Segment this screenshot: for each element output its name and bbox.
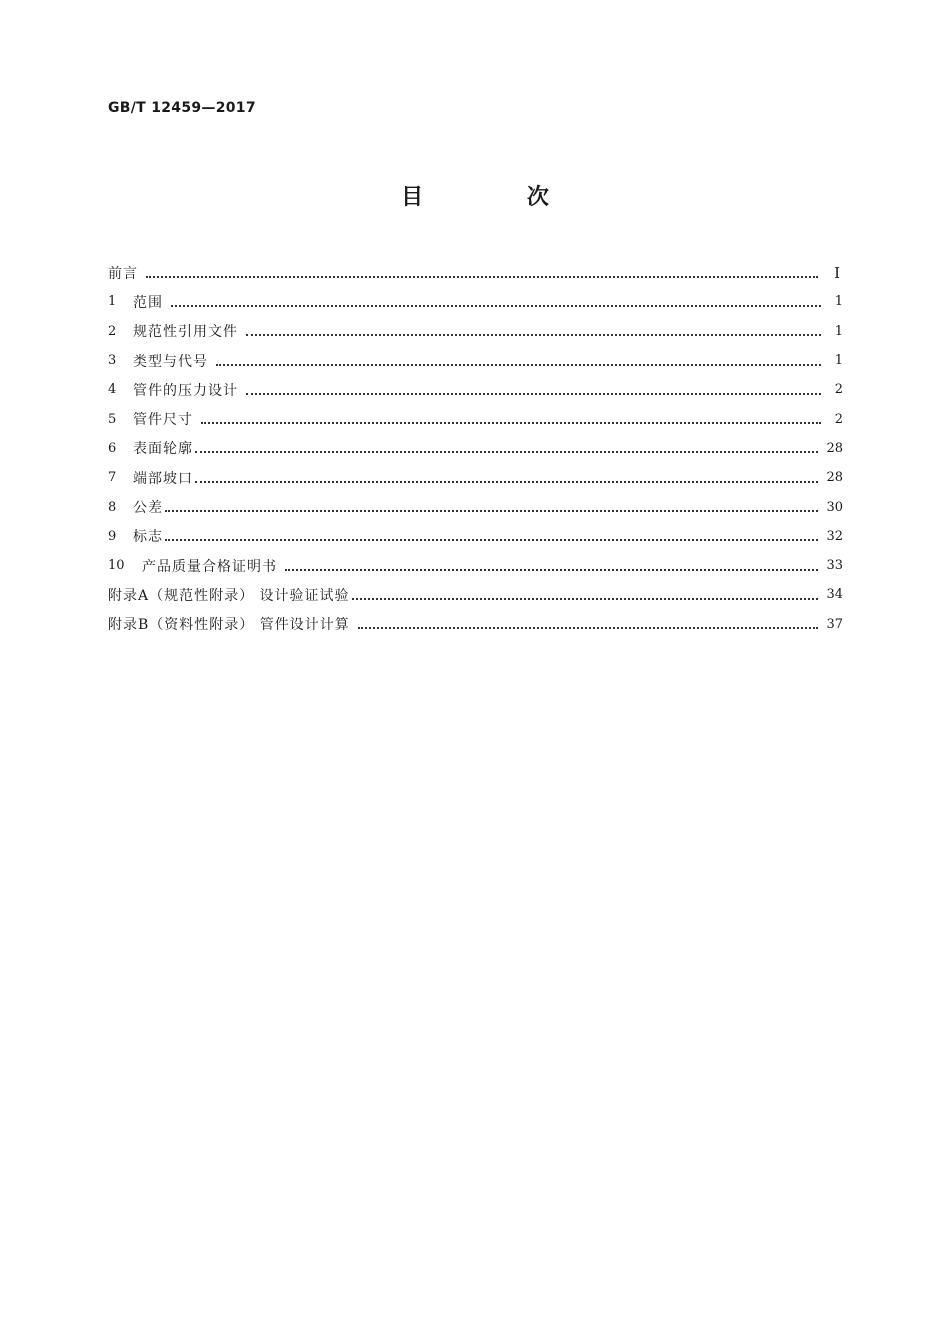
toc-entry-title: 管件尺寸 bbox=[133, 412, 193, 429]
toc-entry-page: 28 bbox=[826, 440, 843, 456]
toc-entry-title: 规范性引用文件 bbox=[133, 324, 238, 341]
toc-leader-dots bbox=[171, 291, 821, 307]
toc-entry[interactable] bbox=[108, 375, 843, 404]
toc-entry-number: 5 bbox=[108, 411, 117, 427]
toc-entry-page: 2 bbox=[834, 382, 843, 398]
toc-entry-number: 8 bbox=[108, 499, 117, 515]
toc-entry-title: 产品质量合格证明书 bbox=[142, 558, 277, 575]
toc-entry-page: 32 bbox=[826, 528, 843, 544]
toc-leader-dots bbox=[165, 525, 818, 541]
toc-entry-title: 端部坡口 bbox=[133, 470, 193, 487]
toc-entry-number: 6 bbox=[108, 440, 117, 456]
toc-entry[interactable] bbox=[108, 492, 843, 521]
toc-leader-dots bbox=[285, 555, 818, 571]
toc-entry[interactable] bbox=[108, 434, 843, 463]
toc-entry-number: 7 bbox=[108, 470, 117, 486]
toc-entry[interactable] bbox=[108, 404, 843, 433]
toc-leader-dots bbox=[246, 379, 821, 395]
toc-leader-dots bbox=[165, 496, 818, 512]
toc-entry-page: 33 bbox=[826, 558, 843, 574]
toc-entry-number: 4 bbox=[108, 382, 117, 398]
toc-entry[interactable] bbox=[108, 610, 843, 639]
toc-entry[interactable] bbox=[108, 287, 843, 316]
toc-entry[interactable] bbox=[108, 551, 843, 580]
toc-leader-dots bbox=[246, 320, 821, 336]
toc-entry-number: 9 bbox=[108, 528, 117, 544]
toc-entry-page: 34 bbox=[826, 587, 843, 603]
toc-entry-number: 1 bbox=[108, 294, 117, 310]
toc-entry[interactable] bbox=[108, 346, 843, 375]
toc-entry[interactable] bbox=[108, 522, 843, 551]
toc-entry-page: 28 bbox=[826, 470, 843, 486]
toc-entry-number: 2 bbox=[108, 323, 117, 339]
toc-entry-number: 10 bbox=[108, 558, 125, 574]
toc-entry[interactable] bbox=[108, 258, 843, 287]
toc-entry-number: 3 bbox=[108, 353, 117, 369]
toc-entry-page: Ⅰ bbox=[834, 263, 840, 282]
toc-leader-dots bbox=[216, 350, 821, 366]
toc-entry-page: 1 bbox=[834, 323, 843, 339]
toc-entry-title: 范围 bbox=[133, 294, 163, 311]
toc-entry-title: 类型与代号 bbox=[133, 353, 208, 370]
toc-entry-page: 30 bbox=[826, 499, 843, 515]
toc-entry-title: 前言 bbox=[108, 265, 138, 282]
toc-entry-title: 表面轮廓 bbox=[133, 441, 193, 458]
toc-entry-title: 附录A（规范性附录） 设计验证试验 bbox=[108, 587, 350, 604]
toc-leader-dots bbox=[352, 584, 819, 600]
toc-entry-page: 2 bbox=[834, 411, 843, 427]
toc-leader-dots bbox=[358, 613, 819, 629]
toc-entry-title: 管件的压力设计 bbox=[133, 382, 238, 399]
standard-code: GB/T 12459—2017 bbox=[108, 100, 256, 116]
page-title: 目 次 bbox=[401, 185, 597, 210]
toc-leader-dots bbox=[201, 408, 821, 424]
toc-leader-dots bbox=[146, 262, 818, 278]
toc-leader-dots bbox=[195, 437, 818, 453]
toc-entry-page: 1 bbox=[834, 353, 843, 369]
toc-entry[interactable] bbox=[108, 463, 843, 492]
toc-entry-title: 标志 bbox=[133, 529, 163, 546]
table-of-contents bbox=[108, 258, 843, 639]
toc-entry[interactable] bbox=[108, 580, 843, 609]
toc-entry-title: 公差 bbox=[133, 500, 163, 517]
toc-leader-dots bbox=[195, 467, 818, 483]
toc-entry[interactable] bbox=[108, 317, 843, 346]
toc-entry-page: 1 bbox=[834, 294, 843, 310]
toc-entry-title: 附录B（资料性附录） 管件设计计算 bbox=[108, 617, 350, 634]
toc-entry-page: 37 bbox=[826, 616, 843, 632]
